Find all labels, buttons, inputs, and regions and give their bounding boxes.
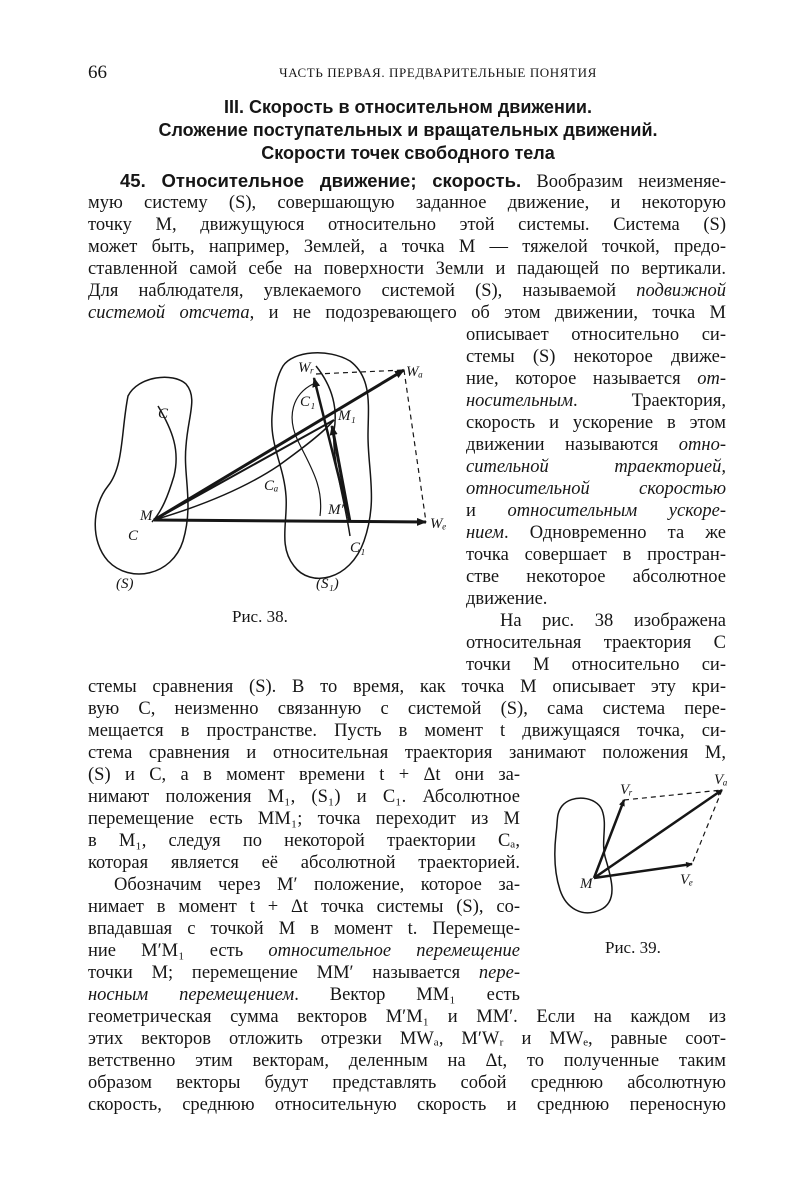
text-line: может быть, например, Землей, а точка M — тяжелой точкой, предо- <box>88 237 726 257</box>
label-m-prime: M′ <box>328 502 344 518</box>
text-line: образом векторы будут представлять собой среднюю абсолютную <box>88 1073 726 1093</box>
text-line: относительная траектория C <box>466 633 726 653</box>
section-title-line: III. Скорость в относительном движении. <box>224 97 592 117</box>
text-line: которая является её абсолютной траекторией. <box>88 853 520 873</box>
curve-c <box>152 406 176 522</box>
text-line: описывает относительно си- <box>466 325 726 345</box>
dashed-wa-we <box>404 370 426 522</box>
label-ve: Vₑ <box>680 872 694 888</box>
label-s: (S) <box>116 576 134 592</box>
running-head: ЧАСТЬ ПЕРВАЯ. ПРЕДВАРИТЕЛЬНЫЕ ПОНЯТИЯ <box>279 65 597 80</box>
text-line: в M₁, следуя по некоторой траектории Cₐ, <box>88 831 520 851</box>
figure-38 <box>88 336 458 606</box>
text-line: стве некоторое абсолютное <box>466 567 726 587</box>
text-line: ветственно этим векторам, деленным на Δt, то полученные таким <box>88 1051 726 1071</box>
paragraph-heading: 45. Относительное движение; скорость. <box>120 170 522 191</box>
label-c1: C₁ <box>300 394 316 410</box>
text-line: скорость, среднюю относительную скорость и среднюю переносную <box>88 1095 726 1115</box>
text-line: 45. Относительное движение; скорость. Вообразим неизменяе- <box>120 170 727 192</box>
label-c: C <box>158 406 169 422</box>
section-title-line: Скорости точек свободного тела <box>261 143 555 163</box>
label-c: C <box>128 528 139 544</box>
text-line: вую C, неизменно связанную с системой (S), сама система пере- <box>88 699 726 719</box>
figure-39 <box>538 760 738 920</box>
vector-mwa <box>154 370 404 520</box>
label-vr: Vᵣ <box>620 782 633 798</box>
label-wr: Wᵣ <box>298 360 315 376</box>
text-line: Обозначим через M′ положение, которое за- <box>114 875 520 895</box>
text-line: нимают положения M₁, (S₁) и C₁. Абсолютное <box>88 787 520 807</box>
text-line: стема сравнения и относительная траектория занимают положения M, <box>88 743 726 763</box>
text-line: точку M, движущуюся относительно этой системы. Система (S) <box>88 215 726 235</box>
label-wa: Wₐ <box>406 364 423 380</box>
text-line: На рис. 38 изображена <box>500 611 726 631</box>
text-line: этих векторов отложить отрезки MWₐ, M′Wᵣ и MWₑ, равные соот- <box>88 1029 726 1049</box>
label-we: Wₑ <box>430 516 447 532</box>
text-line: нимает в момент t + Δt точка системы (S), со- <box>88 897 520 917</box>
vector-m-prime-wr <box>314 378 350 522</box>
label-m: M <box>140 508 153 524</box>
text-line: относительной скоростью <box>466 479 726 499</box>
label-s1: (S₁) <box>316 576 339 592</box>
label-c1-bottom: C₁ <box>350 540 366 556</box>
text-line: точка совершает в простран- <box>466 545 726 565</box>
text-line: и относительным ускоре- <box>466 501 727 521</box>
text-line: мещается в пространстве. Пусть в момент t движущаяся точка, си- <box>88 721 726 741</box>
text-line: системой отсчета, и не подозревающего об этом движении, точка M <box>88 303 727 323</box>
text-line: (S) и C, а в момент времени t + Δt они за- <box>88 765 520 785</box>
section-title <box>88 96 728 165</box>
text-line: сительной траекторией, <box>466 457 726 477</box>
text-line: впадавшая с точкой M в момент t. Перемеще- <box>88 919 520 939</box>
text-line: ставленной самой себе на поверхности Земли и падающей по вертикали. <box>88 259 726 279</box>
label-m1: M₁ <box>338 408 356 424</box>
text-line: ние, которое называется от- <box>466 369 727 389</box>
text-line: мую систему (S), совершающую заданное движение, и некоторую <box>88 193 726 213</box>
text-line: скорость и ускорение в этом <box>466 413 726 433</box>
dashed-vr-va <box>624 790 722 800</box>
figure-39-caption: Рис. 39. <box>605 938 661 957</box>
figure-38-caption: Рис. 38. <box>232 607 288 626</box>
text-line: нием. Одновременно та же <box>466 523 726 543</box>
text-line: перемещение есть MM₁; точка переходит из M <box>88 809 520 829</box>
text-line: точки M; перемещение MM′ называется пере- <box>88 963 521 983</box>
text-line: Для наблюдателя, увлекаемого системой (S), называемой подвижной <box>88 281 727 301</box>
text-line: ние M′M₁ есть относительное перемещение <box>88 941 520 961</box>
text-line: стемы сравнения (S). В то время, как точка M описывает эту кри- <box>88 677 726 697</box>
vector-mwe <box>154 520 426 522</box>
text-line: носным перемещением. Вектор MM₁ есть <box>88 985 520 1005</box>
text-line: движении называются отно- <box>466 435 726 455</box>
label-m: M <box>580 876 593 892</box>
vector-va <box>594 790 722 878</box>
text-line: носительным. Траектория, <box>466 391 726 411</box>
page-header <box>88 62 728 84</box>
text-line: движение. <box>466 589 548 609</box>
vector-mm1 <box>154 420 334 520</box>
label-va: Vₐ <box>714 772 728 788</box>
section-title-line: Сложение поступательных и вращательных движений. <box>158 120 658 140</box>
text-line: геометрическая сумма векторов M′M₁ и MM′. Если на каждом из <box>88 1007 726 1027</box>
system-s-outline <box>95 377 192 574</box>
text-line: стемы (S) некоторое движе- <box>466 347 726 367</box>
label-ca: Cₐ <box>264 478 279 494</box>
page-number: 66 <box>88 62 107 83</box>
text-line: точки M относительно си- <box>466 655 726 675</box>
